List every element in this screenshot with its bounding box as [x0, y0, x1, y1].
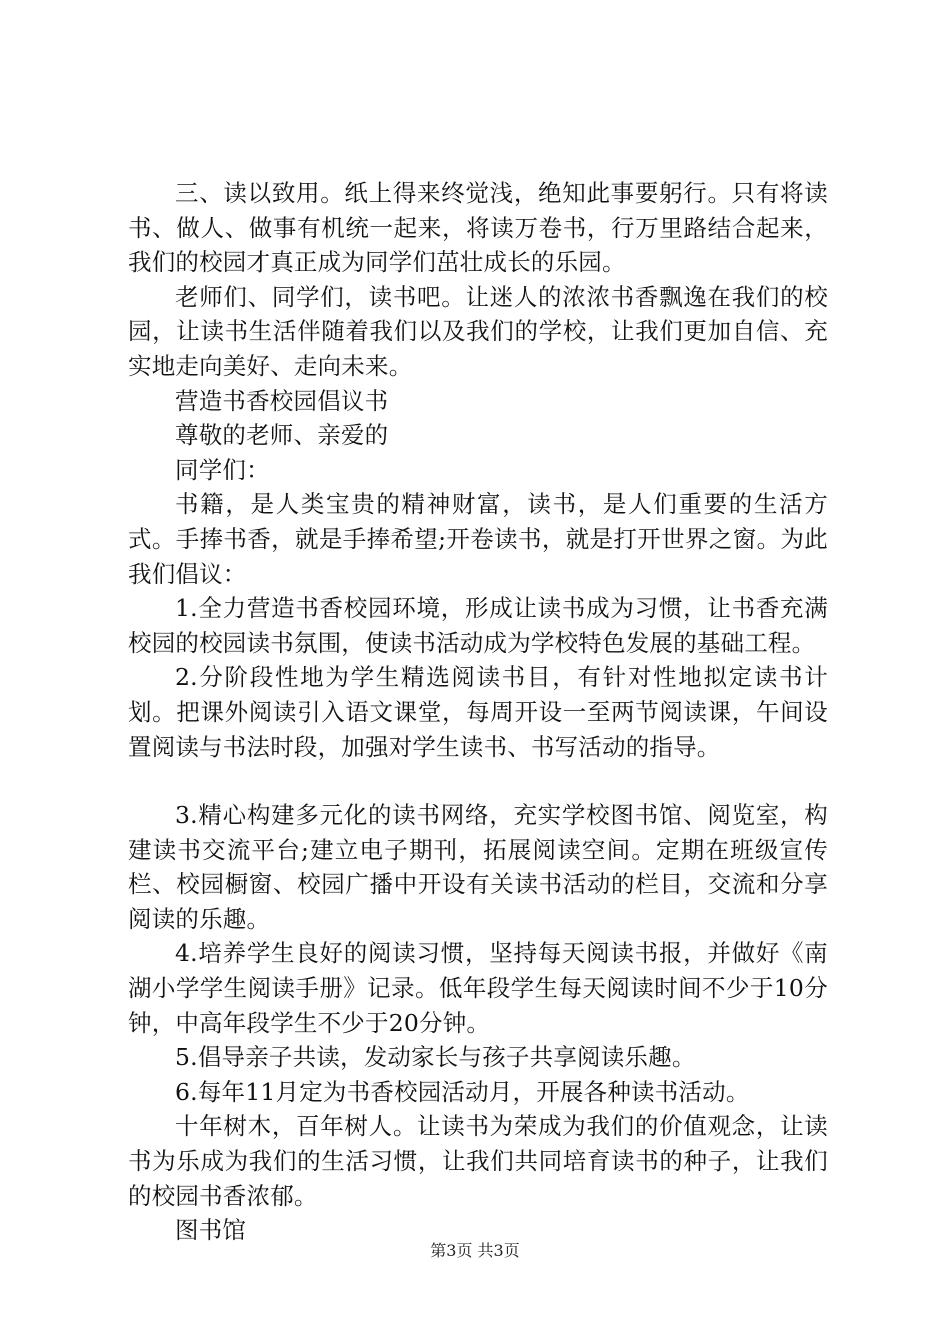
paragraph-read-to-apply: 三、读以致用。纸上得来终觉浅，绝知此事要躬行。只有将读书、做人、做事有机统一起来，将读万卷书，行万里路结合起来，我们的校园才真正成为同学们茁壮成长的乐园。: [128, 179, 828, 277]
proposal-item-3: 3.精心构建多元化的读书网络，充实学校图书馆、阅览室，构建读书交流平台;建立电子期刊，拓展阅读空间。定期在班级宣传栏、校园橱窗、校园广播中开设有关读书活动的栏目，交流和分享阅读的乐趣。: [128, 801, 828, 933]
proposal-item-2: 2.分阶段性地为学生精选阅读书目，有针对性地拟定读书计划。把课外阅读引入语文课堂，每周开设一至两节阅读课，午间设置阅读与书法时段，加强对学生读书、书写活动的指导。: [128, 663, 828, 761]
signature-library: 图书馆: [175, 1216, 247, 1245]
paragraph-books-intro: 书籍，是人类宝贵的精神财富，读书，是人们重要的生活方式。手捧书香，就是手捧希望;开卷读书，就是打开世界之窗。为此我们倡议：: [128, 490, 828, 588]
page-footer: 第3页 共3页: [430, 1241, 520, 1260]
proposal-item-5: 5.倡导亲子共读，发动家长与孩子共享阅读乐趣。: [175, 1043, 696, 1072]
proposal-title: 营造书香校园倡议书: [175, 386, 389, 415]
salutation-teachers: 尊敬的老师、亲爱的: [175, 421, 389, 450]
proposal-item-1: 1.全力营造书香校园环境，形成让读书成为习惯，让书香充满校园的校园读书氛围，使读书活动成为学校特色发展的基础工程。: [128, 594, 828, 657]
proposal-item-4: 4.培养学生良好的阅读习惯，坚持每天阅读书报，并做好《南湖小学学生阅读手册》记录。低年段学生每天阅读时间不少于10分钟，中高年段学生不少于20分钟。: [128, 939, 828, 1037]
document-body: [128, 176, 828, 1248]
salutation-students: 同学们：: [175, 455, 270, 484]
proposal-item-6: 6.每年11月定为书香校园活动月，开展各种读书活动。: [175, 1077, 750, 1106]
paragraph-call-to-read: 老师们、同学们，读书吧。让迷人的浓浓书香飘逸在我们的校园，让读书生活伴随着我们以及我们的学校，让我们更加自信、充实地走向美好、走向未来。: [128, 282, 828, 380]
paragraph-closing: 十年树木，百年树人。让读书为荣成为我们的价值观念，让读书为乐成为我们的生活习惯，让我们共同培育读书的种子，让我们的校园书香浓郁。: [128, 1112, 828, 1210]
